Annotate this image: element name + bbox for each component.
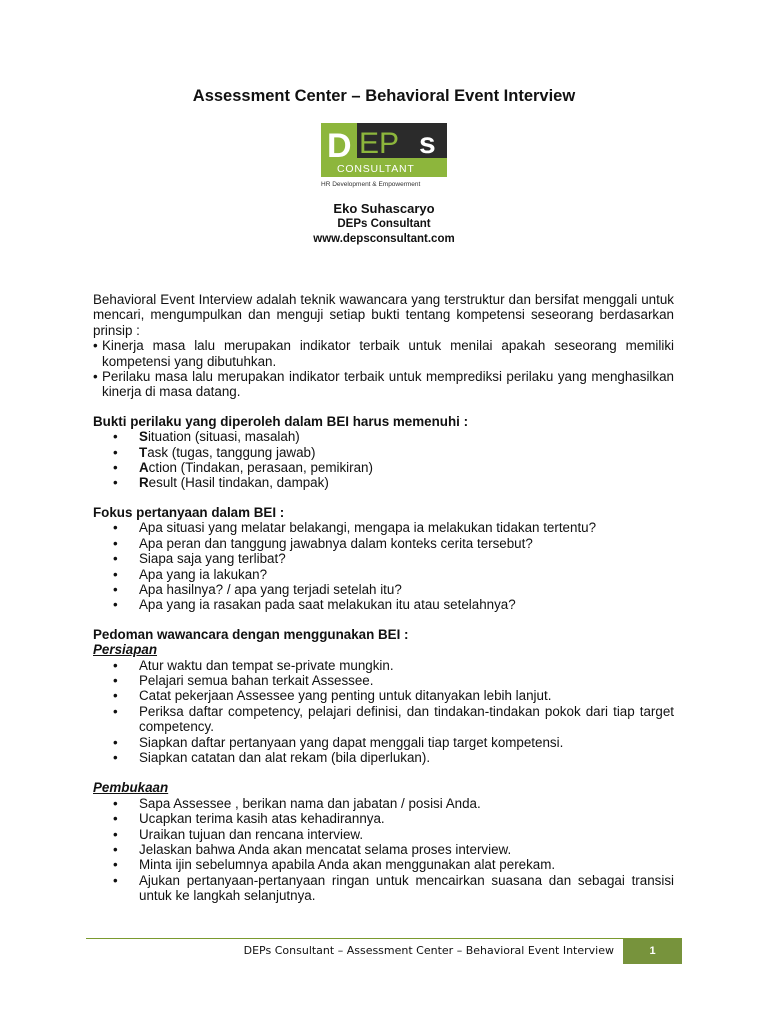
fokus-heading: Fokus pertanyaan dalam BEI : [93, 504, 285, 520]
pembukaan-list [93, 796, 674, 904]
fokus-list [93, 520, 674, 612]
list-item: • Siapa saja yang terlibat? [113, 551, 286, 567]
list-item: • Apa peran dan tanggung jawabnya dalam konteks cerita tersebut? [113, 535, 533, 551]
list-item: • Atur waktu dan tempat se-private mungkin. [113, 657, 394, 673]
list-item: • Pelajari semua bahan terkait Assessee. [113, 672, 374, 688]
intro-paragraph: Behavioral Event Interview adalah teknik wawancara yang terstruktur dan bersifat menggali untuk mencari, mengumpulkan dan menguji setiap bukti tentang kompetensi seseorang berdasarkan prinsip : [93, 292, 674, 338]
list-item: • Task (tugas, tanggung jawab) [113, 444, 316, 460]
author-name: Eko Suhascaryo [333, 201, 435, 216]
page-number: 1 [623, 939, 682, 964]
document-body [93, 292, 674, 904]
list-item: • Siapkan catatan dan alat rekam (bila diperlukan). [113, 749, 431, 765]
pembukaan-subheading: Pembukaan [93, 780, 169, 796]
list-item: • Action (Tindakan, perasaan, pemikiran) [113, 460, 373, 476]
list-item: • Kinerja masa lalu merupakan indikator terbaik untuk menilai apakah seseorang memiliki kompetensi yang dibutuhkan. [93, 338, 674, 369]
list-item: • Apa hasilnya? / apa yang terjadi setelah itu? [113, 581, 402, 597]
deps-consultant-logo [321, 123, 451, 189]
list-item: • Result (Hasil tindakan, dampak) [113, 475, 329, 491]
list-item: • Sapa Assessee , berikan nama dan jabatan / posisi Anda. [113, 795, 481, 811]
list-item: • Siapkan daftar pertanyaan yang dapat menggali tiap target kompetensi. [113, 734, 564, 750]
author-organization: DEPs Consultant [337, 218, 431, 230]
bukti-heading: Bukti perilaku yang diperoleh dalam BEI harus memenuhi : [93, 413, 469, 429]
footer-text: DEPs Consultant – Assessment Center – Behavioral Event Interview [243, 944, 614, 957]
persiapan-subheading: Persiapan [93, 642, 158, 658]
svg-text:HR Development & Empowerment: HR Development & Empowerment [321, 181, 421, 188]
list-item: • Jelaskan bahwa Anda akan mencatat selama proses interview. [113, 842, 512, 857]
list-item: • Uraikan tujuan dan rencana interview. [113, 826, 364, 842]
list-item: • Ucapkan terima kasih atas kehadirannya. [113, 811, 385, 827]
list-item: • Apa yang ia rasakan pada saat melakukan itu atau setelahnya? [113, 597, 516, 613]
author-block [0, 200, 768, 247]
persiapan-list [93, 658, 674, 766]
pedoman-heading: Pedoman wawancara dengan menggunakan BEI : [93, 626, 409, 642]
svg-text:D: D [327, 127, 352, 165]
svg-text:EP: EP [359, 127, 400, 160]
list-item: • Situation (situasi, masalah) [113, 429, 300, 445]
document-title: Assessment Center – Behavioral Event Interview [192, 87, 576, 105]
footer-divider [86, 938, 682, 939]
list-item: • Perilaku masa lalu merupakan indikator terbaik untuk memprediksi perilaku yang menghasilkan kinerja di masa datang. [93, 369, 674, 400]
list-item: • Minta ijin sebelumnya apabila Anda akan menggunakan alat perekam. [113, 857, 556, 873]
list-item: • Ajukan pertanyaan-pertanyaan ringan untuk mencairkan suasana dan sebagai transisi untuk ke langkah selanjutnya. [113, 872, 674, 904]
bukti-list [93, 429, 674, 491]
list-item: • Apa situasi yang melatar belakangi, mengapa ia melakukan tidakan tertentu? [113, 520, 597, 536]
svg-text:s: s [419, 127, 436, 160]
list-item: • Periksa daftar competency, pelajari definisi, dan tindakan-tindakan pokok dari tiap target competency. [113, 703, 674, 735]
author-website: www.depsconsultant.com [313, 233, 455, 245]
list-item: • Apa yang ia lakukan? [113, 566, 268, 582]
principles-list [93, 338, 674, 400]
list-item: • Catat pekerjaan Assessee yang penting untuk ditanyakan lebih lanjut. [113, 688, 552, 704]
svg-text:CONSULTANT: CONSULTANT [337, 163, 415, 175]
